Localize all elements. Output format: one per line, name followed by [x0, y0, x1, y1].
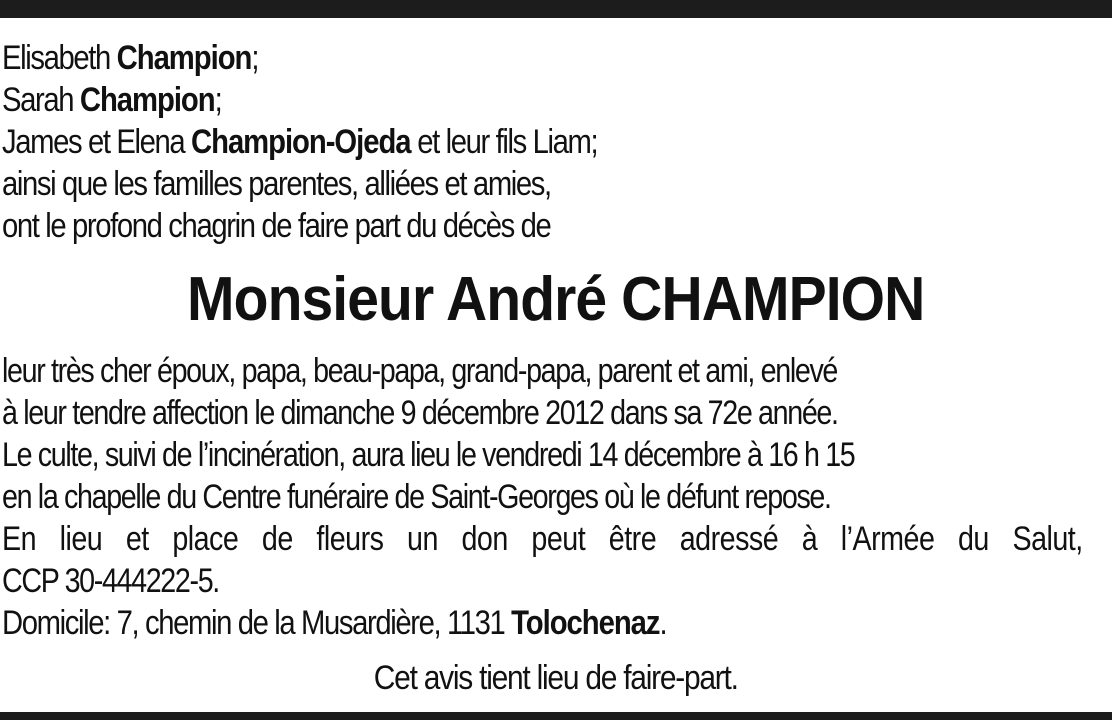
intro-line: ainsi que les familles parentes, alliées et amies, — [2, 165, 551, 203]
body-line: Le culte, suivi de l’incinération, aura lieu le vendredi 14 décembre à 16 h 15 — [2, 436, 855, 474]
deceased-name: Monsieur André CHAMPION — [187, 265, 925, 334]
domicile-line: Domicile: 7, chemin de la Musardière, 1131 Tolochenaz. — [2, 604, 667, 642]
body-line: à leur tendre affection le dimanche 9 décembre 2012 dans sa 72e année. — [2, 394, 838, 432]
body-line: en la chapelle du Centre funéraire de Saint-Georges où le défunt repose. — [2, 478, 831, 516]
family-line-james-elena: James et Elena Champion-Ojeda et leur fils Liam; — [2, 123, 598, 161]
family-line-sarah: Sarah Champion; — [2, 81, 222, 119]
body-line: En lieu et place de fleurs un don peut être adressé à l’Armée du Salut, — [2, 520, 1083, 558]
top-rule — [0, 0, 1112, 18]
body-line: CCP 30-444222-5. — [2, 562, 219, 600]
footer-note: Cet avis tient lieu de faire-part. — [374, 659, 738, 697]
family-line-elisabeth: Elisabeth Champion; — [2, 39, 259, 77]
bottom-rule — [0, 712, 1112, 720]
body-line: leur très cher époux, papa, beau-papa, grand-papa, parent et ami, enlevé — [2, 352, 838, 390]
intro-line: ont le profond chagrin de faire part du décès de — [2, 207, 551, 245]
